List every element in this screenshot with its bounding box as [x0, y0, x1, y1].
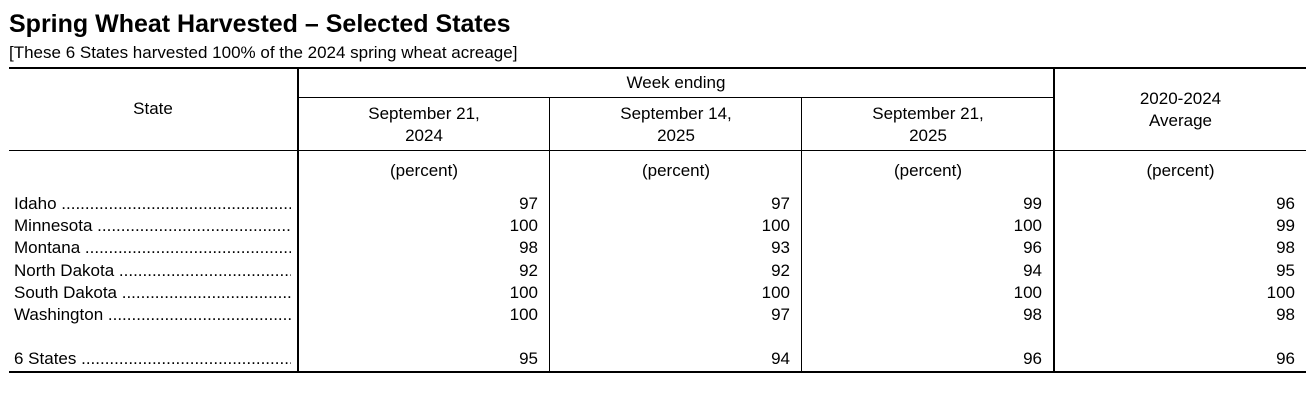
header-col3 [803, 103, 1053, 147]
header-col4-line2: Average [1148, 111, 1212, 130]
value-cell: 100 [509, 305, 538, 324]
header-col3-line2: 2025 [909, 126, 947, 145]
value-cell: 97 [771, 194, 790, 213]
header-col4-line1: 2020-2024 [1139, 89, 1222, 108]
state-name: North Dakota ..... [14, 260, 291, 282]
unit-label: (percent) [641, 161, 711, 180]
value-cell: 98 [1276, 305, 1295, 324]
header-col3-line1: September 21, [872, 104, 984, 123]
header-bottom-rule [9, 150, 1306, 151]
value-cell: 92 [771, 261, 790, 280]
header-col2-line1: September 14, [620, 104, 732, 123]
state-name: Minnesota ..... [14, 215, 291, 237]
page-title: Spring Wheat Harvested – Selected States [9, 10, 511, 38]
value-cell: 98 [1276, 238, 1295, 257]
header-week-ending: Week ending [626, 73, 726, 92]
header-col1-line1: September 21, [368, 104, 480, 123]
value-cell: 100 [761, 216, 790, 235]
value-cell: 98 [1023, 305, 1042, 324]
value-cell: 93 [771, 238, 790, 257]
total-value-cell: 94 [771, 349, 790, 368]
header-col2 [551, 103, 801, 147]
value-cell: 97 [519, 194, 538, 213]
header-col2-line2: 2025 [657, 126, 695, 145]
unit-label: (percent) [893, 161, 963, 180]
value-cell: 97 [771, 305, 790, 324]
week-ending-rule [298, 97, 1055, 98]
unit-label: (percent) [1146, 161, 1215, 180]
column-divider [801, 98, 802, 373]
header-col4 [1055, 88, 1306, 132]
value-cell: 92 [519, 261, 538, 280]
value-cell: 100 [509, 216, 538, 235]
value-cell: 96 [1023, 238, 1042, 257]
value-cell: 94 [1023, 261, 1042, 280]
value-cell: 96 [1276, 194, 1295, 213]
value-cell: 100 [1013, 283, 1042, 302]
page-subtitle: [These 6 States harvested 100% of the 2024 spring wheat acreage] [9, 43, 518, 62]
value-cell: 100 [1266, 283, 1295, 302]
value-cell: 98 [519, 238, 538, 257]
value-cell: 99 [1023, 194, 1042, 213]
value-cell: 100 [1013, 216, 1042, 235]
total-value-cell: 96 [1276, 349, 1295, 368]
header-col1-line2: 2024 [405, 126, 443, 145]
header-col1 [299, 103, 549, 147]
state-name: Washington ..... [14, 304, 291, 326]
header-state: State [133, 99, 173, 118]
total-value-cell: 96 [1023, 349, 1042, 368]
total-label: 6 States ..... [14, 348, 291, 370]
total-value-cell: 95 [519, 349, 538, 368]
value-cell: 95 [1276, 261, 1295, 280]
state-name: South Dakota ..... [14, 282, 291, 304]
column-divider [549, 98, 550, 373]
table-top-rule [9, 67, 1306, 69]
value-cell: 100 [509, 283, 538, 302]
state-name: Montana ..... [14, 237, 291, 259]
value-cell: 99 [1276, 216, 1295, 235]
unit-label: (percent) [389, 161, 459, 180]
table-bottom-rule [9, 371, 1306, 373]
value-cell: 100 [761, 283, 790, 302]
state-name: Idaho ..... [14, 193, 291, 215]
